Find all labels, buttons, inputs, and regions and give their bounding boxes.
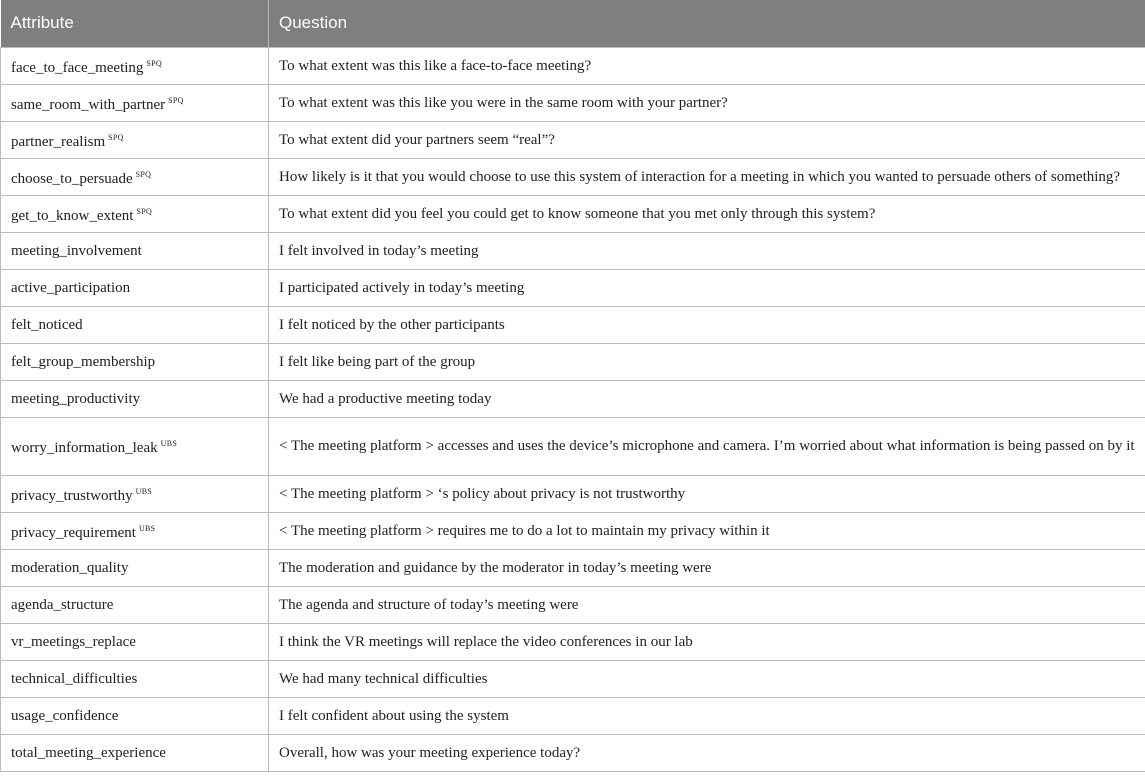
- header-question: Question: [269, 0, 1145, 47]
- table-row: [1, 512, 1145, 549]
- attribute-cell: [1, 417, 269, 475]
- attribute-cell: [1, 734, 269, 771]
- table-row: [1, 343, 1145, 380]
- attribute-name: partner_realism: [11, 133, 106, 150]
- attribute-name: felt_group_membership: [11, 353, 156, 370]
- attribute-name: technical_difficulties: [11, 670, 138, 687]
- source-superscript: UBS: [135, 486, 153, 496]
- table-row: [1, 158, 1145, 195]
- attribute-cell: [1, 623, 269, 660]
- attribute-name: face_to_face_meeting: [11, 59, 144, 76]
- question-cell: To what extent was this like a face-to-face meeting?: [269, 47, 1145, 84]
- table-row: [1, 734, 1145, 771]
- table-row: [1, 380, 1145, 417]
- table-row: [1, 84, 1145, 121]
- question-cell: We had many technical difficulties: [269, 660, 1145, 697]
- table-row: [1, 586, 1145, 623]
- attribute-name: total_meeting_experience: [11, 744, 166, 761]
- table-row: [1, 417, 1145, 475]
- attribute-name: meeting_involvement: [11, 242, 142, 259]
- attribute-name: choose_to_persuade: [11, 170, 133, 187]
- question-cell: I participated actively in today’s meeting: [269, 269, 1145, 306]
- attribute-name: privacy_requirement: [11, 524, 136, 541]
- attribute-cell: [1, 475, 269, 512]
- table-row: [1, 660, 1145, 697]
- question-cell: How likely is it that you would choose to use this system of interaction for a meeting in which you wanted to persuade others of something?: [269, 158, 1145, 195]
- attribute-cell: [1, 121, 269, 158]
- source-superscript: SPQ: [135, 169, 152, 179]
- question-cell: I felt noticed by the other participants: [269, 306, 1145, 343]
- attribute-cell: [1, 380, 269, 417]
- question-cell: The moderation and guidance by the moderator in today’s meeting were: [269, 549, 1145, 586]
- table-row: [1, 195, 1145, 232]
- header-attribute: Attribute: [1, 0, 269, 47]
- attribute-name: usage_confidence: [11, 707, 119, 724]
- attribute-cell: [1, 306, 269, 343]
- attribute-cell: [1, 549, 269, 586]
- question-cell: < The meeting platform > ‘s policy about privacy is not trustworthy: [269, 475, 1145, 512]
- attribute-cell: [1, 586, 269, 623]
- question-cell: I think the VR meetings will replace the video conferences in our lab: [269, 623, 1145, 660]
- question-cell: < The meeting platform > requires me to do a lot to maintain my privacy within it: [269, 512, 1145, 549]
- table-row: [1, 121, 1145, 158]
- attribute-name: get_to_know_extent: [11, 207, 134, 224]
- attribute-name: moderation_quality: [11, 559, 129, 576]
- attribute-name: privacy_trustworthy: [11, 487, 133, 504]
- question-cell: < The meeting platform > accesses and uses the device’s microphone and camera. I’m worried about what information is being passed on by it: [269, 417, 1145, 475]
- table-body: [1, 47, 1145, 771]
- table-header-row: [1, 0, 1145, 47]
- attribute-cell: [1, 343, 269, 380]
- attribute-name: meeting_productivity: [11, 390, 141, 407]
- attribute-cell: [1, 512, 269, 549]
- question-cell: To what extent did your partners seem “real”?: [269, 121, 1145, 158]
- source-superscript: UBS: [138, 523, 156, 533]
- table-row: [1, 269, 1145, 306]
- question-cell: The agenda and structure of today’s meeting were: [269, 586, 1145, 623]
- question-cell: To what extent did you feel you could get to know someone that you met only through this system?: [269, 195, 1145, 232]
- attribute-cell: [1, 84, 269, 121]
- attribute-cell: [1, 697, 269, 734]
- table-row: [1, 47, 1145, 84]
- source-superscript: SPQ: [108, 132, 124, 142]
- question-cell: To what extent was this like you were in the same room with your partner?: [269, 84, 1145, 121]
- table-row: [1, 623, 1145, 660]
- table-row: [1, 232, 1145, 269]
- attribute-name: active_participation: [11, 279, 131, 296]
- question-cell: We had a productive meeting today: [269, 380, 1145, 417]
- attribute-cell: [1, 269, 269, 306]
- attribute-cell: [1, 660, 269, 697]
- attribute-name: agenda_structure: [11, 596, 114, 613]
- source-superscript: UBS: [160, 439, 178, 448]
- question-cell: Overall, how was your meeting experience today?: [269, 734, 1145, 771]
- question-cell: I felt confident about using the system: [269, 697, 1145, 734]
- attribute-cell: [1, 232, 269, 269]
- attribute-cell: [1, 195, 269, 232]
- attribute-name: felt_noticed: [11, 316, 83, 333]
- source-superscript: SPQ: [168, 95, 184, 105]
- table-row: [1, 549, 1145, 586]
- attribute-name: same_room_with_partner: [11, 96, 166, 113]
- attribute-cell: [1, 158, 269, 195]
- question-cell: I felt involved in today’s meeting: [269, 232, 1145, 269]
- table-row: [1, 697, 1145, 734]
- attribute-name: worry_information_leak: [11, 440, 158, 456]
- table-row: [1, 306, 1145, 343]
- source-superscript: SPQ: [146, 58, 162, 68]
- question-cell: I felt like being part of the group: [269, 343, 1145, 380]
- source-superscript: SPQ: [136, 206, 153, 216]
- attribute-name: vr_meetings_replace: [11, 633, 136, 650]
- attribute-cell: [1, 47, 269, 84]
- table-row: [1, 475, 1145, 512]
